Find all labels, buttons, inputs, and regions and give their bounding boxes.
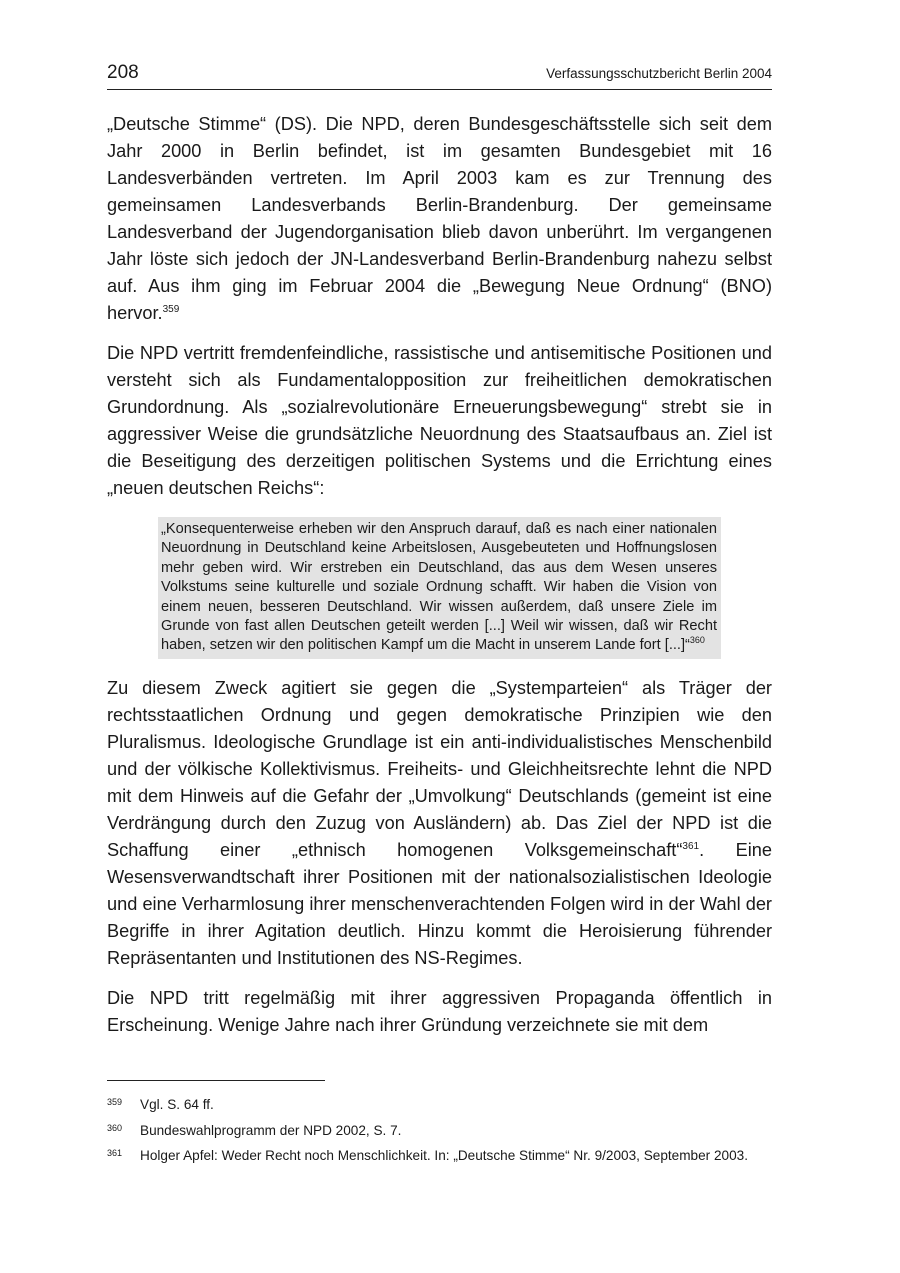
- paragraph: [107, 340, 772, 502]
- paragraph-text: „Deutsche Stimme“ (DS). Die NPD, deren Bundesgeschäftsstelle sich seit dem Jahr 2000 in Berlin befindet, ist im gesamten Bundesgebiet mit 16 Landesverbänden vertreten. Im April 2003 kam es zur Trennung des gemeinsamen Landesverbands Berlin-Brandenburg. Der gemeinsame Landesverband der Jugendorganisation blieb davon unberührt. Im vergangenen Jahr löste sich jedoch der JN-Landesverband Berlin-Brandenburg nahezu selbst auf. Aus ihm ging im Februar 2004 die „Bewegung Neue Ordnung“ (BNO) hervor.: [107, 114, 772, 323]
- footnote: [107, 1097, 772, 1114]
- quote-text: „Konsequenterweise erheben wir den Anspruch darauf, daß es nach einer nationalen Neuordnung in Deutschland keine Arbeitslosen, Ausgebeuteten und Hoffnungslosen mehr geben wird. Wir erstreben ein Deutschland, das aus dem Wesen unseres Volkstums seine kulturelle und soziale Ordnung schafft. Wir haben die Vision von einem neuen, besseren Deutschland. Wir wissen außerdem, daß unsere Ziele im Grunde von fast allen Deutschen geteilt werden [...] Weil wir wissen, daß wir Recht haben, setzen wir den politischen Kampf um die Macht in unserem Lande fort [...]“: [161, 521, 717, 654]
- running-title: Verfassungsschutzbericht Berlin 2004: [546, 66, 772, 81]
- footnote-ref: 360: [689, 635, 705, 646]
- footnote: [107, 1123, 772, 1140]
- footnote-number: 359: [107, 1097, 123, 1107]
- block-quote: [158, 517, 721, 659]
- footnote-number: 361: [107, 1148, 123, 1158]
- paragraph: [107, 111, 772, 327]
- body-text: [107, 111, 772, 1052]
- page-header: [107, 62, 772, 90]
- paragraph-text: Die NPD tritt regelmäßig mit ihrer aggressiven Propaganda öffentlich in Erscheinung. Wenige Jahre nach ihrer Gründung verzeichnete sie mit dem: [107, 987, 772, 1035]
- footnote-number: 360: [107, 1122, 123, 1133]
- footnote-ref: 361: [682, 840, 700, 852]
- paragraph: [107, 985, 772, 1039]
- footnote-text: Holger Apfel: Weder Recht noch Menschlichkeit. In: „Deutsche Stimme“ Nr. 9/2003, September 2003.: [140, 1148, 748, 1163]
- page-number: 208: [107, 62, 139, 83]
- paragraph-text: Zu diesem Zweck agitiert sie gegen die „Systemparteien“ als Träger der rechtsstaatlichen Ordnung und gegen demokratische Prinzipien wie den Pluralismus. Ideologische Grundlage ist ein anti-individualistisches Menschenbild und der völkische Kollektivismus. Freiheits- und Gleichheitsrechte lehnt die NPD mit dem Hinweis auf die Gefahr der „Umvolkung“ Deutschlands (gemeint ist eine Verdrängung durch den Zuzug von Ausländern) ab. Das Ziel der NPD ist die Schaffung einer „ethnisch homogenen Volksgemeinschaft“: [107, 677, 772, 860]
- paragraph: [107, 675, 772, 972]
- footnote-divider: [107, 1080, 325, 1081]
- paragraph-text: . Eine Wesensverwandtschaft ihrer Positionen mit der nationalsozialistischen Ideologie und eine Verharmlosung ihrer menschenverachtenden Folgen wird in der Wahl der Begriffe in ihrer Agitation deutlich. Hinzu kommt die Heroisierung führender Repräsentanten und Institutionen des NS-Regimes.: [107, 839, 772, 968]
- footnote: [107, 1148, 772, 1165]
- footnote-text: Bundeswahlprogramm der NPD 2002, S. 7.: [140, 1122, 402, 1138]
- footnotes: [107, 1097, 772, 1174]
- footnote-text: Vgl. S. 64 ff.: [140, 1097, 214, 1112]
- paragraph-text: Die NPD vertritt fremdenfeindliche, rassistische und antisemitische Positionen und versteht sich als Fundamentalopposition zur freiheitlichen demokratischen Grundordnung. Als „sozialrevolutionäre Erneuerungsbewegung“ strebt sie in aggressiver Weise die grundsätzliche Neuordnung des Staatsaufbaus an. Ziel ist die Beseitigung des derzeitigen politischen Systems und die Errichtung eines „neuen deutschen Reichs“:: [107, 343, 772, 498]
- footnote-ref: 359: [162, 304, 180, 315]
